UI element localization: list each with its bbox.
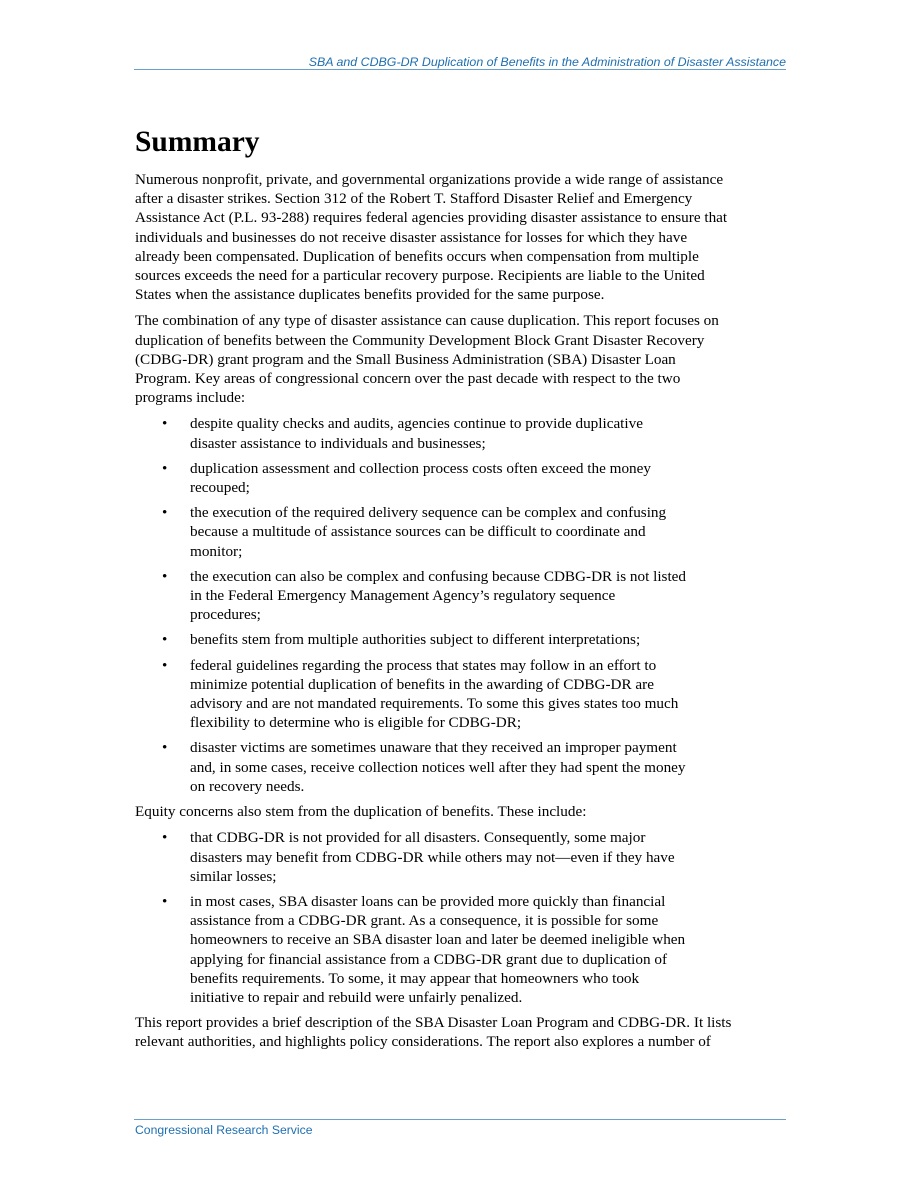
footer-organization: Congressional Research Service (135, 1123, 313, 1137)
list-item-text: despite quality checks and audits, agencies continue to provide duplicative disaster assistance to individuals and businesses; (190, 415, 643, 452)
bullet-icon: • (162, 415, 168, 433)
equity-list (135, 828, 787, 1007)
list-item-text: the execution can also be complex and confusing because CDBG-DR is not listed in the Federal Emergency Management Agency’s regulatory sequence procedures; (190, 567, 687, 624)
bullet-icon: • (162, 631, 168, 649)
concerns-list (135, 414, 787, 796)
list-item (135, 414, 787, 452)
list-item (135, 567, 787, 625)
list-item-text: that CDBG-DR is not provided for all disasters. Consequently, some major disasters may benefit from CDBG-DR while others may not—even if they have similar losses; (190, 829, 675, 885)
running-header-title: SBA and CDBG-DR Duplication of Benefits in the Administration of Disaster Assistance (308, 55, 786, 69)
list-item (135, 459, 787, 497)
footer-rule (134, 1119, 786, 1120)
list-item-text: disaster victims are sometimes unaware that they received an improper payment and, in some cases, receive collection notices well after they had spent the money on recovery needs. (190, 739, 686, 795)
main-content (135, 124, 787, 1059)
equity-intro-paragraph: Equity concerns also stem from the duplication of benefits. These include: (135, 803, 587, 821)
list-item (135, 656, 787, 733)
list-item (135, 738, 787, 796)
list-item (135, 630, 787, 649)
bullet-icon: • (162, 829, 168, 847)
bullet-icon: • (162, 656, 168, 674)
list-item (135, 828, 787, 886)
list-item-text: federal guidelines regarding the process that states may follow in an effort to minimize potential duplication of benefits in the awarding of CDBG-DR are advisory and are not mandated requirements. To some this gives states too much flexibility to determine who is eligible for CDBG-DR; (190, 656, 679, 732)
list-item-text: benefits stem from multiple authorities subject to different interpretations; (190, 631, 641, 649)
bullet-icon: • (162, 504, 168, 522)
list-item-text: the execution of the required delivery sequence can be complex and confusing because a multitude of assistance sources can be difficult to coordinate and monitor; (190, 504, 667, 560)
bullet-icon: • (162, 739, 168, 757)
bullet-icon: • (162, 567, 168, 585)
list-item-text: in most cases, SBA disaster loans can be provided more quickly than financial assistance from a CDBG-DR grant. As a consequence, it is possible for some homeowners to receive an SBA disaster loan and later be deemed ineligible when applying for financial assistance from a CDBG-DR grant due to duplication of benefits requirements. To some, it may appear that homeowners who took initiative to repair and rebuild were unfairly penalized. (190, 892, 686, 1006)
section-title: Summary (135, 126, 260, 158)
bullet-icon: • (162, 892, 168, 910)
list-item-text: duplication assessment and collection process costs often exceed the money recouped; (190, 459, 651, 497)
intro-paragraph-1: Numerous nonprofit, private, and governmental organizations provide a wide range of assistance after a disaster strikes. Section 312 of the Robert T. Stafford Disaster Relief and Emergency Assistance Act (P.L. 93-288) requires federal agencies providing disaster assistance to ensure that individuals and businesses do not receive disaster assistance for losses for which they have already been compensated. Duplication of benefits occurs when compensation from multiple sources exceeds the need for a particular recovery purpose. Recipients are liable to the United States when the assistance duplicates benefits provided for the same purpose. (135, 171, 728, 304)
list-item (135, 892, 787, 1007)
closing-paragraph: This report provides a brief description of the SBA Disaster Loan Program and CDBG-DR. It lists relevant authorities, and highlights policy considerations. The report also explores a number of (135, 1014, 732, 1051)
intro-paragraph-2: The combination of any type of disaster assistance can cause duplication. This report focuses on duplication of benefits between the Community Development Block Grant Disaster Recovery (CDBG-DR) grant program and the Small Business Administration (SBA) Disaster Loan Program. Key areas of congressional concern over the past decade with respect to the two programs include: (135, 312, 719, 407)
header-rule (134, 69, 786, 70)
list-item (135, 503, 787, 561)
bullet-icon: • (162, 459, 168, 477)
